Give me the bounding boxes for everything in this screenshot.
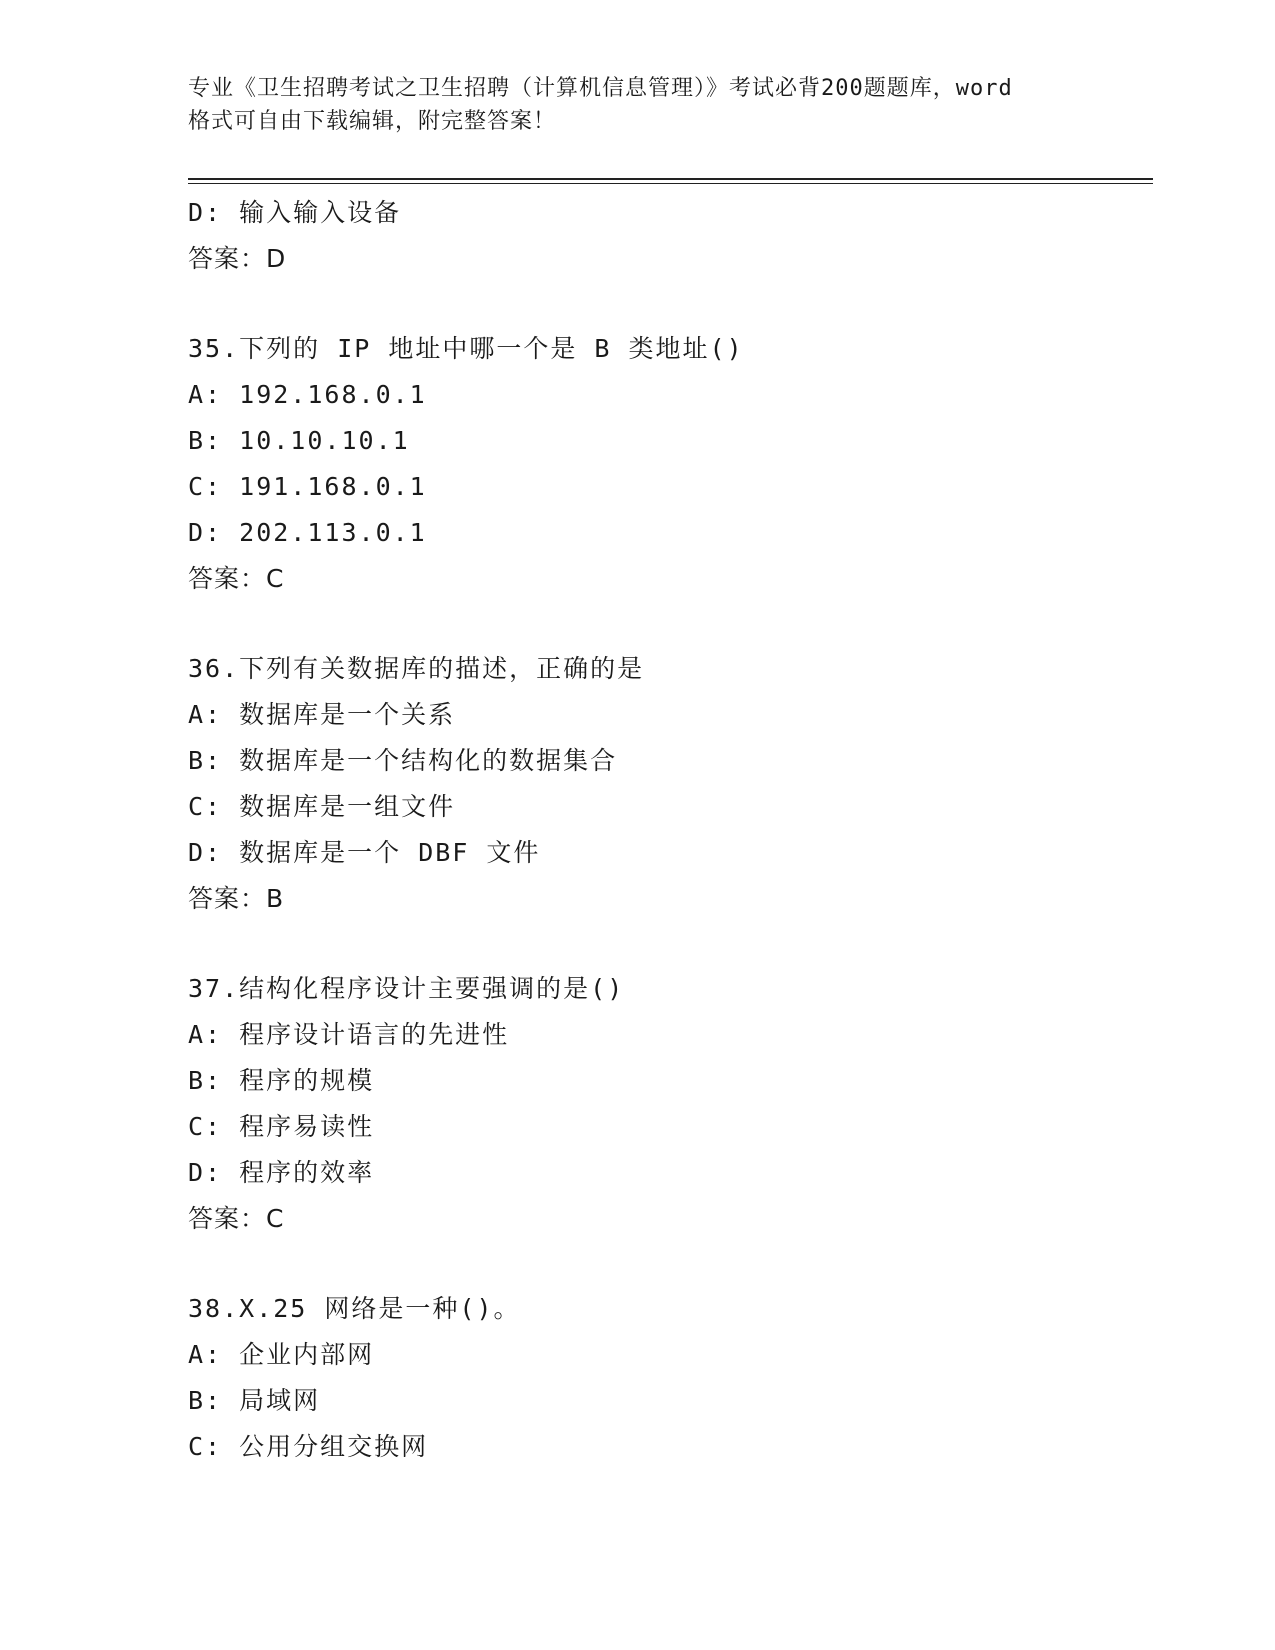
option-d: D: 数据库是一个 DBF 文件 <box>188 838 541 867</box>
question-stem: 38.X.25 网络是一种()。 <box>188 1294 521 1323</box>
carryover-answer: 答案：D <box>188 244 287 273</box>
header-divider-thin <box>188 183 1153 184</box>
question-list <box>188 190 1148 1470</box>
question-35 <box>188 326 1148 602</box>
option-c: C: 191.168.0.1 <box>188 472 427 501</box>
question-stem: 35.下列的 IP 地址中哪一个是 B 类地址() <box>188 334 744 363</box>
option-b: B: 10.10.10.1 <box>188 426 410 455</box>
answer: 答案：C <box>188 1204 285 1233</box>
question-stem: 37.结构化程序设计主要强调的是() <box>188 974 625 1003</box>
option-a: A: 程序设计语言的先进性 <box>188 1020 510 1049</box>
option-b: B: 程序的规模 <box>188 1066 375 1095</box>
carryover-option-d: D: 输入输入设备 <box>188 198 402 227</box>
option-a: A: 192.168.0.1 <box>188 380 427 409</box>
question-38 <box>188 1286 1148 1470</box>
option-b: B: 局域网 <box>188 1386 321 1415</box>
option-d: D: 程序的效率 <box>188 1158 375 1187</box>
answer: 答案：B <box>188 884 285 913</box>
option-a: A: 企业内部网 <box>188 1340 375 1369</box>
option-d: D: 202.113.0.1 <box>188 518 427 547</box>
option-c: C: 程序易读性 <box>188 1112 375 1141</box>
answer: 答案：C <box>188 564 285 593</box>
document-header <box>188 72 1098 138</box>
option-a: A: 数据库是一个关系 <box>188 700 456 729</box>
header-line-1: 专业《卫生招聘考试之卫生招聘（计算机信息管理）》考试必背200题题库，word <box>188 76 1013 101</box>
question-36 <box>188 646 1148 922</box>
question-stem: 36.下列有关数据库的描述，正确的是 <box>188 654 645 683</box>
header-divider-thick <box>188 178 1153 180</box>
option-c: C: 数据库是一组文件 <box>188 792 456 821</box>
question-37 <box>188 966 1148 1242</box>
header-line-2: 格式可自由下载编辑，附完整答案！ <box>188 109 557 134</box>
option-c: C: 公用分组交换网 <box>188 1432 429 1461</box>
option-b: B: 数据库是一个结构化的数据集合 <box>188 746 618 775</box>
